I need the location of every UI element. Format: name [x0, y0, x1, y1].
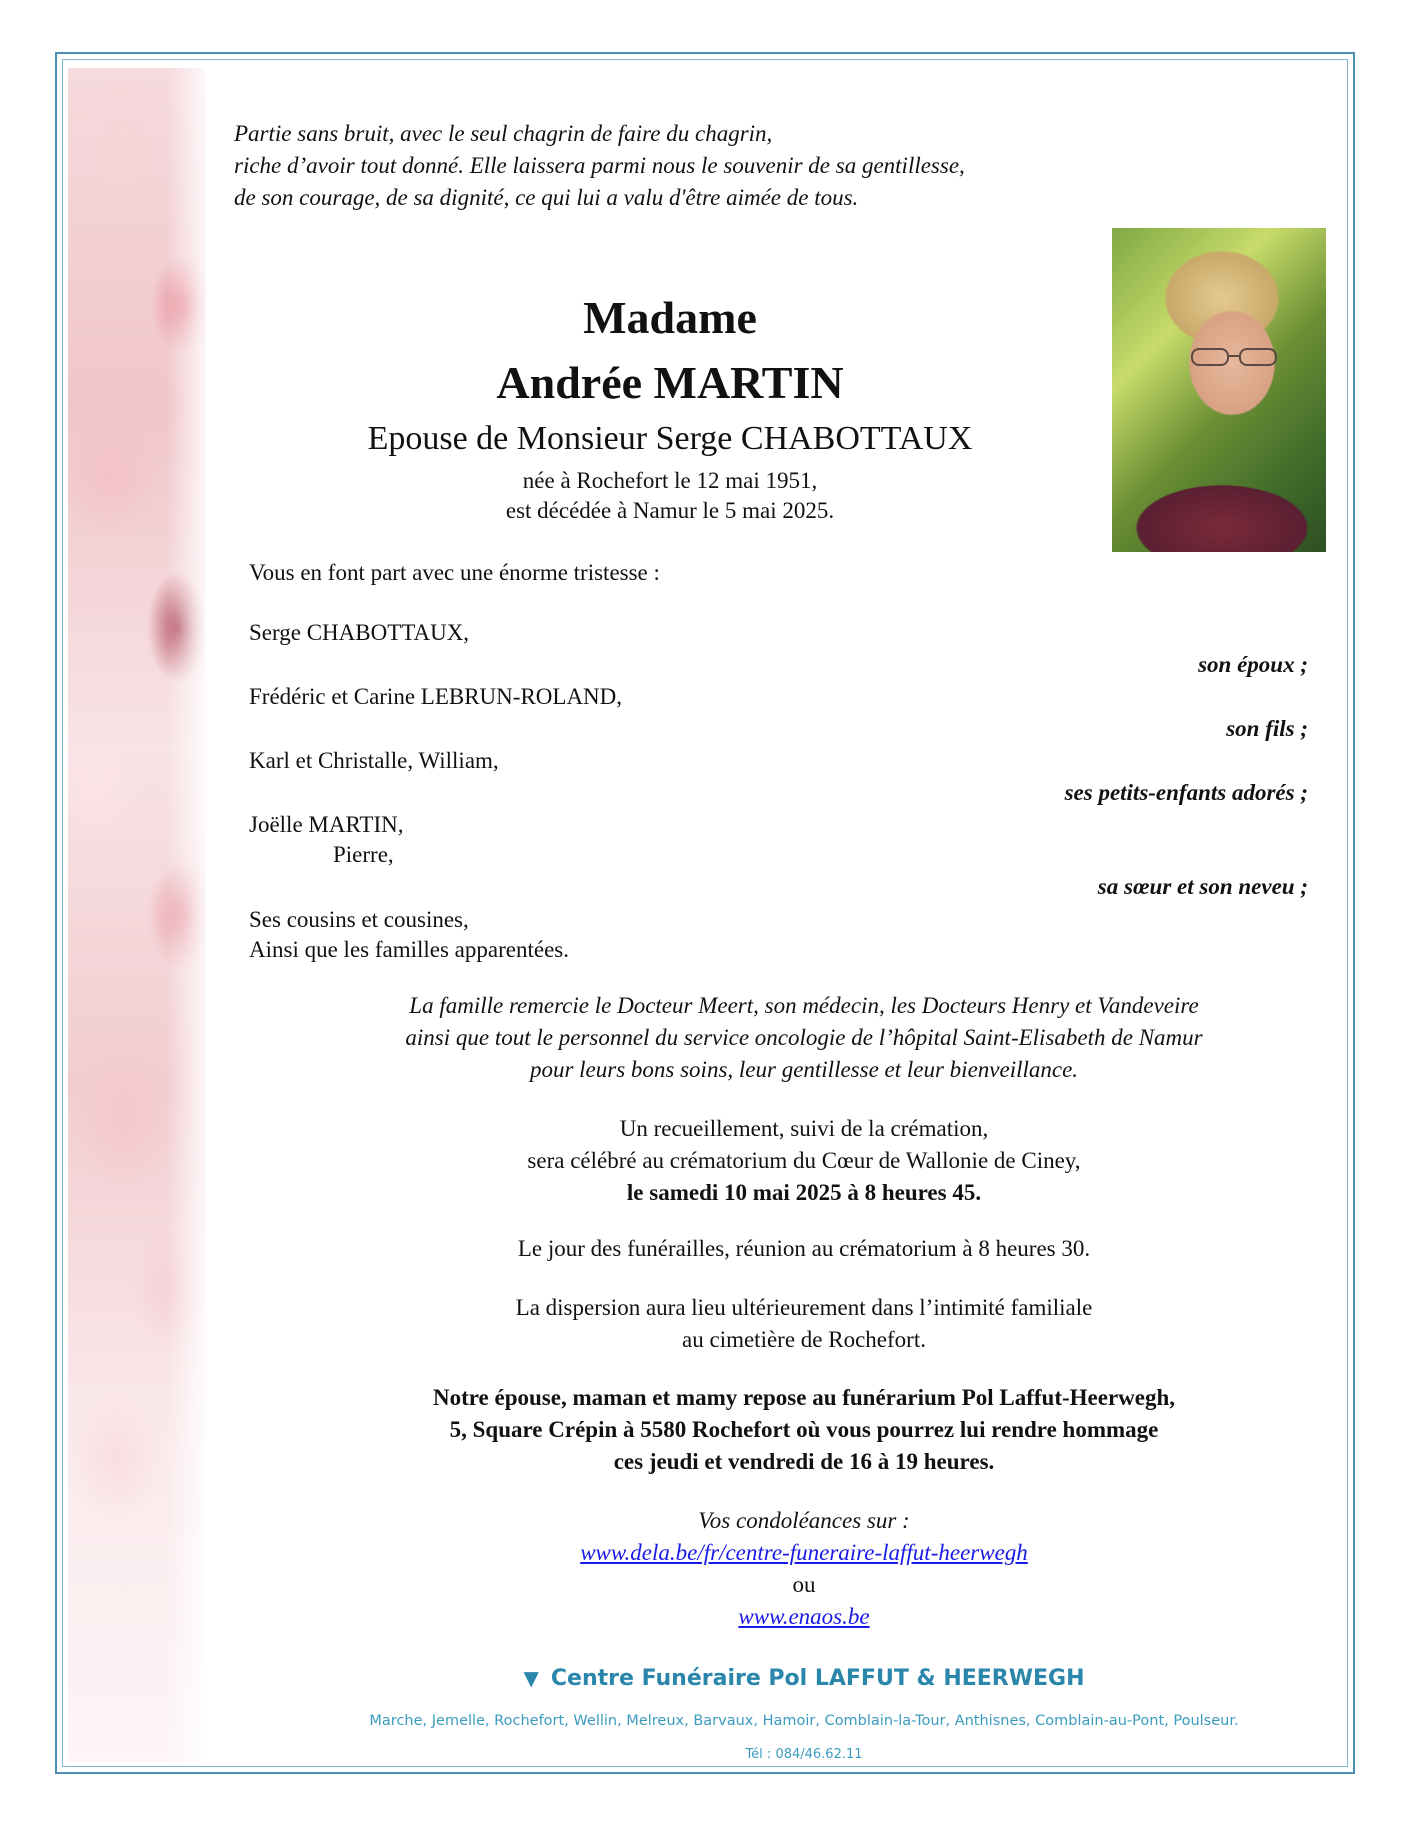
thanks-line: ainsi que tout le personnel du service oncologie de l’hôpital Saint-Elisabeth de Namur [405, 1025, 1203, 1050]
intro-line: riche d’avoir tout donné. Elle laissera parmi nous le souvenir de sa gentillesse, [234, 153, 965, 178]
family-names: Serge CHABOTTAUX, [249, 620, 470, 645]
family-relation: sa sœur et son neveu ; [1097, 874, 1308, 899]
announcement: Vous en font part avec une énorme tristesse : [249, 560, 660, 585]
intro-quote [234, 118, 1134, 214]
funeral-home-name [254, 1666, 1354, 1691]
funeral-home-locations: Marche, Jemelle, Rochefort, Wellin, Melreux, Barvaux, Hamoir, Comblain-la-Tour, Anthisnes, Comblain-au-Pont, Poulseur. [369, 1713, 1239, 1729]
funerarium-paragraph [254, 1382, 1354, 1478]
dispersion-line: au cimetière de Rochefort. [682, 1327, 926, 1352]
deceased-name: Andrée MARTIN [496, 357, 844, 408]
condolences-or: ou [792, 1572, 816, 1597]
ceremony-line: Un recueillement, suivi de la crémation, [619, 1116, 989, 1141]
meeting-line: Le jour des funérailles, réunion au crématorium à 8 heures 30. [517, 1236, 1091, 1261]
ceremony-date: le samedi 10 mai 2025 à 8 heures 45. [626, 1180, 982, 1205]
family-relation: ses petits-enfants adorés ; [1064, 780, 1308, 805]
portrait-photo [1112, 228, 1326, 552]
family-names: Frédéric et Carine LEBRUN-ROLAND, [249, 684, 623, 709]
family-names: Karl et Christalle, William, [249, 748, 499, 773]
dispersion-line: La dispersion aura lieu ultérieurement dans l’intimité familiale [515, 1295, 1093, 1320]
thanks-line: La famille remercie le Docteur Meert, son médecin, les Docteurs Henry et Vandeveire [409, 993, 1199, 1018]
family-names: Joëlle MARTIN, [249, 812, 404, 837]
triangle-down-icon: ▼ [523, 1666, 539, 1690]
funeral-home-title: Centre Funéraire Pol LAFFUT & HEERWEGH [550, 1666, 1085, 1691]
cousins-line: Ses cousins et cousines, [249, 907, 469, 932]
cherry-blossom-decoration [68, 68, 206, 1762]
ceremony-paragraph [254, 1113, 1354, 1209]
cousins-line: Ainsi que les familles apparentées. [249, 937, 569, 962]
funerarium-line: 5, Square Crépin à 5580 Rochefort où vous pourrez lui rendre hommage [449, 1417, 1159, 1442]
birth-line: née à Rochefort le 12 mai 1951, [522, 468, 818, 493]
death-line: est décédée à Namur le 5 mai 2025. [505, 498, 835, 523]
intro-line: de son courage, de sa dignité, ce qui lui a valu d'être aimée de tous. [234, 185, 859, 210]
spouse-line: Epouse de Monsieur Serge CHABOTTAUX [367, 420, 973, 457]
family-names-secondary: Pierre, [333, 842, 394, 867]
condolences-link-enaos[interactable]: www.enaos.be [738, 1604, 870, 1629]
funerarium-line: ces jeudi et vendredi de 16 à 19 heures. [613, 1449, 995, 1474]
condolences-label: Vos condoléances sur : [698, 1508, 910, 1533]
dispersion-paragraph [254, 1292, 1354, 1356]
condolences-link-dela[interactable]: www.dela.be/fr/centre-funeraire-laffut-heerwegh [580, 1540, 1028, 1565]
glasses-shape [1188, 346, 1284, 368]
family-relation: son époux ; [1198, 652, 1308, 677]
ceremony-line: sera célébré au crématorium du Cœur de Wallonie de Ciney, [527, 1148, 1081, 1173]
family-relation: son fils ; [1226, 716, 1308, 741]
funeral-home-phone: Tél : 084/46.62.11 [745, 1747, 863, 1762]
thanks-line: pour leurs bons soins, leur gentillesse et leur bienveillance. [529, 1057, 1079, 1082]
honorific: Madame [583, 292, 757, 343]
funerarium-line: Notre épouse, maman et mamy repose au funérarium Pol Laffut-Heerwegh, [432, 1385, 1176, 1410]
thanks-paragraph [254, 990, 1354, 1086]
condolences-block [254, 1505, 1354, 1633]
life-dates [230, 466, 1110, 526]
intro-line: Partie sans bruit, avec le seul chagrin de faire du chagrin, [234, 121, 773, 146]
